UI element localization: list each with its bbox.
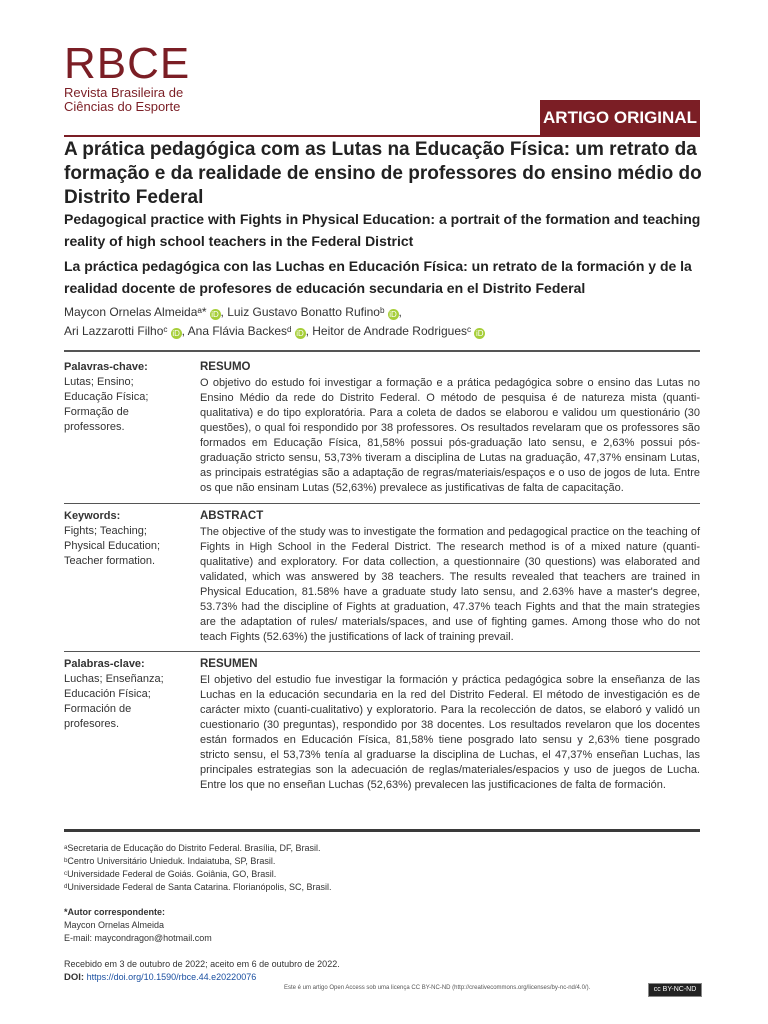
- keywords-title: Palavras-chave:: [64, 361, 148, 373]
- article-title: A prática pedagógica com as Lutas na Educação Física: um retrato da formação e da realidade de ensino de professores do ensino médio do Distrito Federal: [64, 139, 702, 208]
- orcid-icon[interactable]: iD: [172, 329, 180, 338]
- article-title-spanish: La práctica pedagógica con las Luchas en Educación Física: un retrato de la formación y de la realidad docente de profesores de educación secundaria en el Distrito Federal: [64, 258, 692, 296]
- article-type-badge: ARTIGO ORIGINAL: [540, 100, 700, 136]
- section-divider: [64, 503, 700, 504]
- keywords-text: Luchas; Enseñanza; Educación Física; Formación de profesores.: [64, 673, 164, 730]
- keywords-text: Fights; Teaching; Physical Education; Teacher formation.: [64, 525, 160, 567]
- corresponding-name: Maycon Ornelas Almeida: [64, 920, 165, 930]
- keywords-spanish: [64, 657, 184, 732]
- keywords-title: Palabras-clave:: [64, 658, 145, 670]
- section-divider: [64, 829, 700, 832]
- keywords-title: Keywords:: [64, 510, 121, 522]
- abstract-text: El objetivo del estudio fue investigar la formación y práctica pedagógica sobre la enseñanza de las Luchas en la educación secundaria en la red del Distrito Federal. El método de investigación es de carácter mixto (cuanti-cualitativo) y exploratorio. Para la recolección de datos, se elaboró y validó un cuestionario (30 preguntas), respondido por 38 docentes. Los resultados revelaron que los docentes están formados en Educación Física, 81,58% tiene posgrado lato sensu y 2,63% tiene posgrado stricto sensu, el 53,73% tenía al graduarse la disciplina de Luchas, el 47,37% enseñan Luchas, las principales estrategias son la adecuación de reglas/materiales/espacios y uso de juegos de Lucha. Entre los que no enseñan Luchas (52,63%) prevalecen las justificaciones de falta de formación.: [200, 674, 700, 791]
- author-name: Ana Flávia Backesᵈ: [187, 324, 292, 338]
- section-divider: [64, 651, 700, 652]
- journal-logo-name: RBCE: [64, 39, 191, 88]
- abstract-body: [200, 360, 700, 496]
- doi-line: [64, 971, 340, 984]
- orcid-icon[interactable]: iD: [475, 329, 484, 338]
- abstract-body: [200, 509, 700, 645]
- article-dates: [64, 958, 340, 984]
- abstract-text: The objective of the study was to investigate the formation and pedagogical practice on the teaching of Fights in High School in the Federal District. The research method is of a mixed nature (quanti-qualitative) and exploratory. For data collection, a questionnaire (30 questions) was elaborated and validated, which was answered by 38 teachers. The results revealed that teachers are trained in Physical Education, 81.58% have a graduate study lato sensu, and 2.63% have a master's degree, 53.73% had the discipline of Fights at graduation, 47.37% teach Fights and that the main strategies are the adaptation of rules/ materials/spaces, and use of fighting games. Among those who do not teach Fights (52.63%) the justifications of lack of training prevail.: [200, 526, 700, 643]
- affiliation: ᵈUniversidade Federal de Santa Catarina. Florianópolis, SC, Brasil.: [64, 882, 332, 892]
- header-divider: [64, 135, 700, 137]
- author-list: [64, 303, 704, 341]
- corresponding-label: *Autor correspondente:: [64, 907, 166, 917]
- affiliation: ᵃSecretaria de Educação do Distrito Federal. Brasília, DF, Brasil.: [64, 843, 321, 853]
- abstract-text: O objetivo do estudo foi investigar a formação e a prática pedagógica sobre o ensino das Lutas no Ensino Médio da rede do Distrito Federal. O método de pesquisa é de natureza mista (quanti-qualitativa) e do tipo exploratória. Para a coleta de dados se elaborou e validou um questionário (30 questões), o qual foi respondido por 38 professores. Os resultados revelaram que os professores são formados em Educação Física, 81,58% possui pós-graduação lato sensu, e 2,63% possui pós-graduação stricto sensu, 53,73% tiveram a disciplina de Lutas na graduação, 47,37% ensinam Lutas, as principais estratégias são a adaptação de regras/materiais/espaços e o uso de jogos de luta. Entre os que não ensinam Lutas (52,63%) prevalece as justificativas de falta de capacitação.: [200, 377, 700, 494]
- orcid-icon[interactable]: iD: [211, 310, 219, 319]
- affiliation: ᵇCentro Universitário Unieduk. Indaiatuba, SP, Brasil.: [64, 856, 276, 866]
- abstract-body: [200, 657, 700, 793]
- author-name: Heitor de Andrade Rodriguesᶜ: [312, 324, 472, 338]
- author-line-2: Ari Lazzarotti Filhoᶜ iD , Ana Flávia Backesᵈ iD , Heitor de Andrade Rodriguesᶜ iD: [64, 324, 484, 338]
- abstract-title: ABSTRACT: [200, 510, 264, 522]
- affiliations: [64, 842, 332, 894]
- cc-license-badge[interactable]: cc BY-NC-ND: [648, 983, 702, 997]
- author-line-1: Maycon Ornelas Almeidaᵃ* iD , Luiz Gustavo Bonatto Rufinoᵇ iD ,: [64, 305, 402, 319]
- journal-logo: [64, 39, 191, 114]
- author-name: Maycon Ornelas Almeidaᵃ*: [64, 305, 207, 319]
- received-date: Recebido em 3 de outubro de 2022; aceito em 6 de outubro de 2022.: [64, 959, 340, 969]
- license-notice: Este é um artigo Open Access sob uma licença CC BY-NC-ND (http://creativecommons.org/licenses/by-nc-nd/4.0/).: [284, 985, 591, 991]
- section-divider: [64, 350, 700, 352]
- author-name: Luiz Gustavo Bonatto Rufinoᵇ: [227, 305, 385, 319]
- doi-label: DOI:: [64, 972, 85, 983]
- author-name: Ari Lazzarotti Filhoᶜ: [64, 324, 168, 338]
- corresponding-author: [64, 906, 212, 945]
- journal-logo-subtitle: Revista Brasileira de Ciências do Esporte: [64, 85, 184, 114]
- keywords-portuguese: [64, 360, 184, 435]
- keywords-text: Lutas; Ensino; Educação Física; Formação de professores.: [64, 376, 149, 433]
- abstract-title: RESUMEN: [200, 658, 258, 670]
- orcid-icon[interactable]: iD: [296, 329, 304, 338]
- corresponding-email[interactable]: E-mail: maycondragon@hotmail.com: [64, 933, 212, 943]
- article-title-english: Pedagogical practice with Fights in Physical Education: a portrait of the formation and teaching reality of high school teachers in the Federal District: [64, 211, 701, 249]
- keywords-english: [64, 509, 184, 569]
- orcid-icon[interactable]: iD: [389, 310, 397, 319]
- doi-link[interactable]: https://doi.org/10.1590/rbce.44.e20220076: [86, 972, 257, 982]
- affiliation: ᶜUniversidade Federal de Goiás. Goiânia, GO, Brasil.: [64, 869, 277, 879]
- abstract-title: RESUMO: [200, 361, 251, 373]
